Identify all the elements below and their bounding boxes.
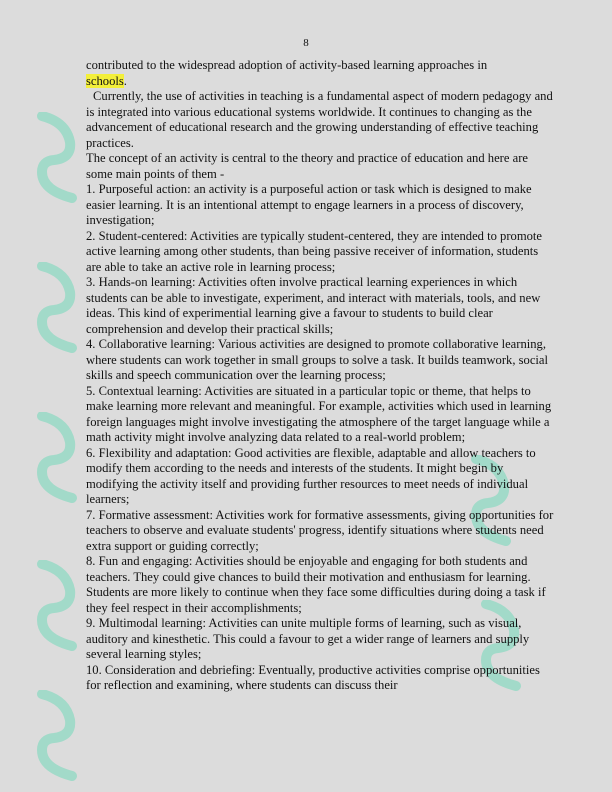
document-body xyxy=(86,58,556,694)
list-item: 3. Hands-on learning: Activities often involve practical learning experiences in which students can be able to investigate, experiment, and interact with materials, tools, and new ideas. This kind of experimential learning give a favour to students to build clear comprehension and develop their practical skills; xyxy=(86,275,541,336)
page-number: 8 xyxy=(303,37,309,49)
watermark-logo-icon xyxy=(36,262,78,354)
watermark-logo-icon xyxy=(36,112,78,204)
list-item: 5. Contextual learning: Activities are situated in a particular topic or theme, that helps to make learning more relevant and meaningful. For example, activities which used in learning foreign languages might involve investigating the atmosphere of the target language while a math activity might involve analyzing data related to a real-world problem; xyxy=(86,383,552,444)
list-item: 4. Collaborative learning: Various activities are designed to promote collaborative learning, where students can work together in small groups to solve a task. It builds teamwork, social skills and speech communication over the learning process; xyxy=(86,337,549,382)
concept-paragraph: The concept of an activity is central to the theory and practice of education and here are some main points of them - xyxy=(86,151,528,181)
list-item: 10. Consideration and debriefing: Eventually, productive activities comprise opportunities for reflection and examining, where students can discuss their xyxy=(86,662,540,692)
list-item: 6. Flexibility and adaptation: Good activities are flexible, adaptable and allow teachers to modify them according to the needs and interests of the students. It might begin by modifying the activity itself and providing further resources to meet needs of individual learners; xyxy=(86,445,536,506)
watermark-logo-icon xyxy=(36,412,78,504)
highlighted-word: schools xyxy=(86,73,124,88)
intro-period: . xyxy=(123,73,127,88)
points-list xyxy=(86,182,556,694)
list-item: 7. Formative assessment: Activities work for formative assessments, giving opportunities for teachers to observe and evaluate students' progress, identify situations where students need extra support or guiding correctly; xyxy=(86,507,554,553)
currently-paragraph: Currently, the use of activities in teaching is a fundamental aspect of modern pedagogy and is integrated into various educational systems worldwide. It continues to changing as the advancement of educational research and the growing understanding of effective teaching practices. xyxy=(86,89,553,150)
list-item: 2. Student-centered: Activities are typically student-centered, they are intended to promote active learning among other students, than being passive receiver of information, students are able to take an active role in learning process; xyxy=(86,228,543,274)
intro-line: contributed to the widespread adoption of activity-based learning approaches in xyxy=(86,58,488,72)
list-item: 8. Fun and engaging: Activities should be enjoyable and engaging for both students and teachers. They could give chances to build their motivation and enthusiasm for learning. Students are more likely to continue when they face some difficulties during doing a task if they feel respect in their accomplishments; xyxy=(86,554,546,615)
intro-paragraph xyxy=(86,58,556,89)
watermark-logo-icon xyxy=(36,690,78,782)
watermark-logo-icon xyxy=(36,560,78,652)
list-item: 9. Multimodal learning: Activities can unite multiple forms of learning, such as visual, auditory and kinesthetic. This could a favour to get a wider range of learners and supply several learning styles; xyxy=(86,616,530,661)
list-item: 1. Purposeful action: an activity is a purposeful action or task which is designed to make easier learning. It is an intentional attempt to engage learners in a process of discovery, investigation; xyxy=(86,182,532,227)
